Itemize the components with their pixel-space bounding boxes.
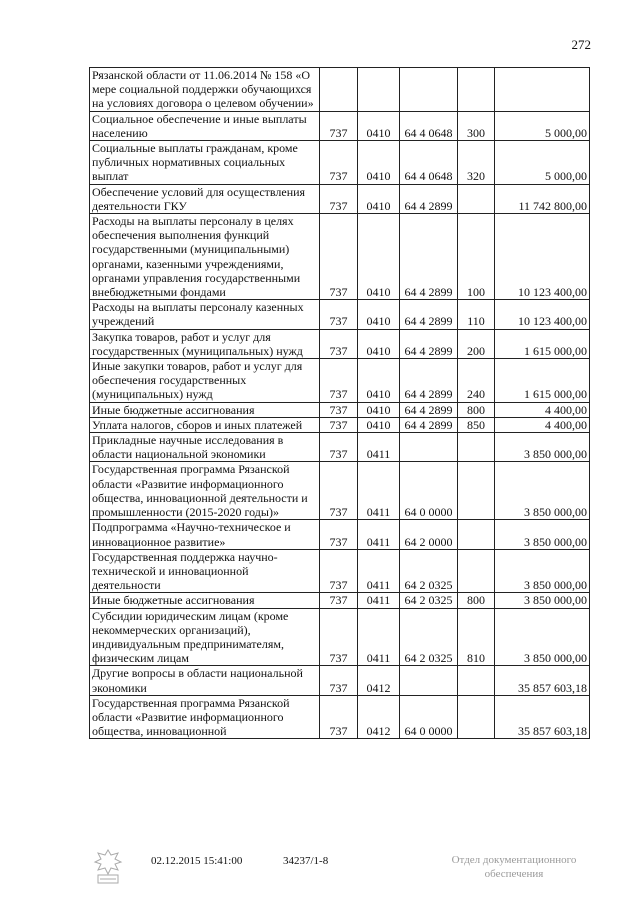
row-name: Иные закупки товаров, работ и услуг для обеспечения государственных (муниципальных) нужд <box>90 359 320 403</box>
row-admin-code: 737 <box>320 141 358 185</box>
row-expense-type <box>458 549 495 593</box>
table-row <box>90 141 590 185</box>
row-expense-type <box>458 433 495 462</box>
row-admin-code <box>320 68 358 112</box>
row-expense-type: 800 <box>458 402 495 417</box>
row-expense-type <box>458 666 495 695</box>
row-name: Другие вопросы в области национальной экономики <box>90 666 320 695</box>
row-expense-type: 100 <box>458 214 495 300</box>
row-amount: 3 850 000,00 <box>495 433 590 462</box>
row-expense-type: 200 <box>458 329 495 358</box>
row-target-code: 64 0 0000 <box>400 462 458 520</box>
row-target-code: 64 2 0325 <box>400 549 458 593</box>
footer-doc-number: 34237/1-8 <box>283 855 329 867</box>
row-target-code: 64 4 0648 <box>400 141 458 185</box>
row-name: Прикладные научные исследования в области национальной экономики <box>90 433 320 462</box>
row-expense-type: 110 <box>458 300 495 329</box>
row-target-code: 64 4 2899 <box>400 417 458 432</box>
row-name: Расходы на выплаты персоналу казенных учреждений <box>90 300 320 329</box>
row-target-code: 64 0 0000 <box>400 695 458 739</box>
footer-department: Отдел документационного обеспечения <box>451 854 577 880</box>
row-name: Государственная программа Рязанской области «Развитие информационного общества, инновационной деятельности и промышленности (2015-2020 годы)» <box>90 462 320 520</box>
row-amount: 3 850 000,00 <box>495 549 590 593</box>
row-amount: 4 400,00 <box>495 402 590 417</box>
row-name: Рязанской области от 11.06.2014 № 158 «О мере социальной поддержки обучающихся на условиях договора о целевом обучении» <box>90 68 320 112</box>
row-admin-code: 737 <box>320 184 358 213</box>
row-name: Подпрограмма «Научно-техническое и инновационное развитие» <box>90 520 320 549</box>
row-section-code: 0410 <box>358 214 400 300</box>
table-row <box>90 608 590 666</box>
row-expense-type: 850 <box>458 417 495 432</box>
row-expense-type <box>458 68 495 112</box>
row-amount: 3 850 000,00 <box>495 462 590 520</box>
row-section-code: 0410 <box>358 300 400 329</box>
row-section-code: 0411 <box>358 608 400 666</box>
row-target-code: 64 4 2899 <box>400 359 458 403</box>
row-name: Социальные выплаты гражданам, кроме публичных нормативных социальных выплат <box>90 141 320 185</box>
table-row <box>90 433 590 462</box>
row-admin-code: 737 <box>320 433 358 462</box>
row-admin-code: 737 <box>320 549 358 593</box>
row-name: Расходы на выплаты персоналу в целях обеспечения выполнения функций государственными (муниципальными) органами, казенными учреждениями, органами управления государственными внебюджетными фондами <box>90 214 320 300</box>
row-section-code: 0412 <box>358 695 400 739</box>
row-admin-code: 737 <box>320 417 358 432</box>
page-number: 272 <box>571 37 591 52</box>
row-amount <box>495 68 590 112</box>
row-target-code: 64 2 0325 <box>400 593 458 608</box>
row-amount: 11 742 800,00 <box>495 184 590 213</box>
row-target-code <box>400 433 458 462</box>
row-section-code <box>358 68 400 112</box>
table-row <box>90 184 590 213</box>
budget-table <box>89 67 590 739</box>
row-section-code: 0410 <box>358 402 400 417</box>
row-amount: 35 857 603,18 <box>495 695 590 739</box>
row-admin-code: 737 <box>320 300 358 329</box>
row-target-code: 64 4 2899 <box>400 184 458 213</box>
row-admin-code: 737 <box>320 359 358 403</box>
row-section-code: 0411 <box>358 520 400 549</box>
table-row <box>90 111 590 140</box>
row-amount: 10 123 400,00 <box>495 300 590 329</box>
row-amount: 4 400,00 <box>495 417 590 432</box>
row-name: Иные бюджетные ассигнования <box>90 593 320 608</box>
row-admin-code: 737 <box>320 111 358 140</box>
row-amount: 10 123 400,00 <box>495 214 590 300</box>
row-name: Социальное обеспечение и иные выплаты населению <box>90 111 320 140</box>
row-section-code: 0411 <box>358 593 400 608</box>
row-target-code: 64 4 0648 <box>400 111 458 140</box>
table-row <box>90 359 590 403</box>
table-row <box>90 68 590 112</box>
row-name: Уплата налогов, сборов и иных платежей <box>90 417 320 432</box>
table-row <box>90 214 590 300</box>
row-admin-code: 737 <box>320 608 358 666</box>
row-amount: 3 850 000,00 <box>495 520 590 549</box>
table-row <box>90 462 590 520</box>
row-target-code: 64 4 2899 <box>400 329 458 358</box>
table-row <box>90 593 590 608</box>
row-amount: 35 857 603,18 <box>495 666 590 695</box>
table-row <box>90 666 590 695</box>
row-section-code: 0410 <box>358 359 400 403</box>
row-target-code: 64 4 2899 <box>400 300 458 329</box>
row-amount: 5 000,00 <box>495 111 590 140</box>
table-row <box>90 695 590 739</box>
footer-datetime: 02.12.2015 15:41:00 <box>151 855 243 867</box>
row-expense-type: 800 <box>458 593 495 608</box>
row-expense-type: 320 <box>458 141 495 185</box>
row-section-code: 0410 <box>358 141 400 185</box>
row-amount: 1 615 000,00 <box>495 359 590 403</box>
row-admin-code: 737 <box>320 214 358 300</box>
row-target-code <box>400 666 458 695</box>
row-admin-code: 737 <box>320 462 358 520</box>
row-amount: 5 000,00 <box>495 141 590 185</box>
row-expense-type: 810 <box>458 608 495 666</box>
row-amount: 1 615 000,00 <box>495 329 590 358</box>
row-target-code: 64 2 0325 <box>400 608 458 666</box>
row-expense-type <box>458 462 495 520</box>
row-amount: 3 850 000,00 <box>495 608 590 666</box>
row-admin-code: 737 <box>320 402 358 417</box>
row-target-code: 64 4 2899 <box>400 402 458 417</box>
row-amount: 3 850 000,00 <box>495 593 590 608</box>
row-section-code: 0410 <box>358 111 400 140</box>
table-row <box>90 520 590 549</box>
table-row <box>90 417 590 432</box>
row-name: Обеспечение условий для осуществления деятельности ГКУ <box>90 184 320 213</box>
row-admin-code: 737 <box>320 695 358 739</box>
row-expense-type <box>458 520 495 549</box>
row-expense-type: 300 <box>458 111 495 140</box>
row-admin-code: 737 <box>320 520 358 549</box>
coat-of-arms-icon <box>92 848 124 886</box>
row-expense-type <box>458 695 495 739</box>
row-name: Иные бюджетные ассигнования <box>90 402 320 417</box>
row-target-code: 64 2 0000 <box>400 520 458 549</box>
row-admin-code: 737 <box>320 666 358 695</box>
row-section-code: 0412 <box>358 666 400 695</box>
row-section-code: 0410 <box>358 329 400 358</box>
row-admin-code: 737 <box>320 593 358 608</box>
row-section-code: 0410 <box>358 184 400 213</box>
row-name: Государственная поддержка научно-технической и инновационной деятельности <box>90 549 320 593</box>
row-target-code: 64 4 2899 <box>400 214 458 300</box>
row-section-code: 0410 <box>358 417 400 432</box>
table-row <box>90 329 590 358</box>
table-row <box>90 300 590 329</box>
row-name: Государственная программа Рязанской области «Развитие информационного общества, инновационной <box>90 695 320 739</box>
row-section-code: 0411 <box>358 433 400 462</box>
row-admin-code: 737 <box>320 329 358 358</box>
row-expense-type: 240 <box>458 359 495 403</box>
table-row <box>90 402 590 417</box>
row-target-code <box>400 68 458 112</box>
row-section-code: 0411 <box>358 549 400 593</box>
row-name: Закупка товаров, работ и услуг для государственных (муниципальных) нужд <box>90 329 320 358</box>
row-expense-type <box>458 184 495 213</box>
table-row <box>90 549 590 593</box>
row-section-code: 0411 <box>358 462 400 520</box>
row-name: Субсидии юридическим лицам (кроме некоммерческих организаций), индивидуальным предпринимателям, физическим лицам <box>90 608 320 666</box>
